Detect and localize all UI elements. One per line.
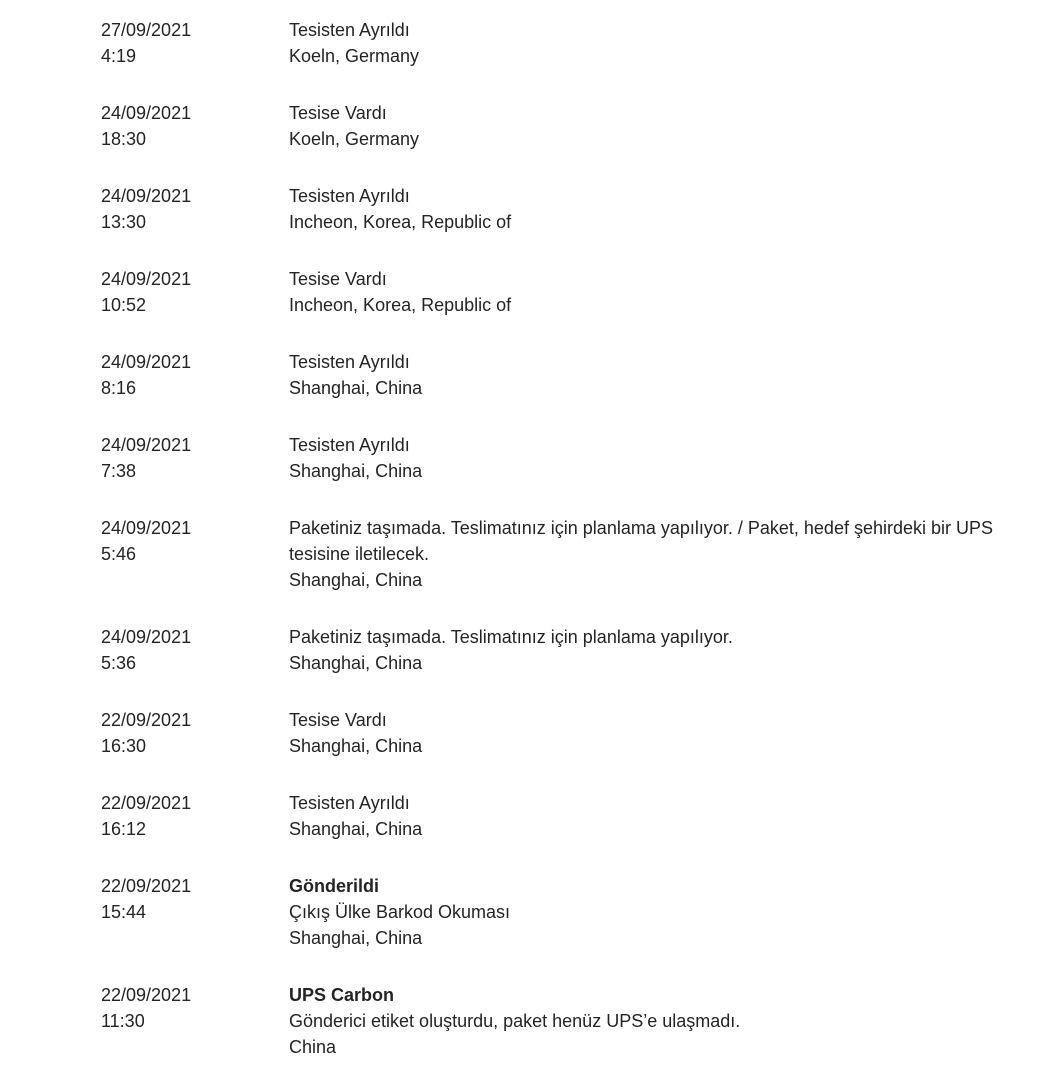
- event-time: 10:52: [101, 295, 147, 315]
- event-datetime: [0, 183, 289, 235]
- event-date: 24/09/2021: [101, 435, 192, 455]
- event-location: Shanghai, China: [289, 570, 423, 590]
- tracking-event-row: [0, 515, 1058, 593]
- event-details: [289, 790, 1058, 842]
- event-details: [289, 515, 1058, 593]
- event-status: Gönderildi: [289, 876, 379, 896]
- event-date: 24/09/2021: [101, 518, 192, 538]
- event-datetime: [0, 17, 289, 69]
- event-location: Incheon, Korea, Republic of: [289, 295, 512, 315]
- event-time: 4:19: [101, 46, 137, 66]
- event-datetime: [0, 266, 289, 318]
- event-location: China: [289, 1037, 337, 1057]
- event-datetime: [0, 432, 289, 484]
- tracking-event-row: [0, 790, 1058, 842]
- event-details: [289, 349, 1058, 401]
- event-datetime: [0, 982, 289, 1060]
- event-date: 24/09/2021: [101, 627, 192, 647]
- event-details: [289, 707, 1058, 759]
- tracking-event-row: [0, 432, 1058, 484]
- event-location: Shanghai, China: [289, 378, 423, 398]
- event-time: 11:30: [101, 1011, 145, 1031]
- event-time: 5:46: [101, 544, 137, 564]
- tracking-event-row: [0, 349, 1058, 401]
- event-description: Gönderici etiket oluşturdu, paket henüz UPS’e ulaşmadı.: [289, 1011, 741, 1031]
- event-datetime: [0, 349, 289, 401]
- event-date: 24/09/2021: [101, 186, 192, 206]
- event-datetime: [0, 873, 289, 951]
- tracking-event-row: [0, 982, 1058, 1060]
- event-location: Koeln, Germany: [289, 129, 420, 149]
- tracking-event-row: [0, 17, 1058, 69]
- event-location: Shanghai, China: [289, 653, 423, 673]
- event-location: Shanghai, China: [289, 819, 423, 839]
- event-location: Incheon, Korea, Republic of: [289, 212, 512, 232]
- event-date: 22/09/2021: [101, 876, 192, 896]
- event-description: Çıkış Ülke Barkod Okuması: [289, 902, 511, 922]
- tracking-event-row: [0, 707, 1058, 759]
- event-details: [289, 17, 1058, 69]
- event-date: 24/09/2021: [101, 352, 192, 372]
- event-status: Tesise Vardı: [289, 269, 387, 289]
- event-time: 13:30: [101, 212, 147, 232]
- event-status: Paketiniz taşımada. Teslimatınız için planlama yapılıyor. / Paket, hedef şehirdeki bir UPS tesisine iletilecek.: [289, 518, 994, 564]
- event-status: Tesisten Ayrıldı: [289, 793, 410, 813]
- event-location: Shanghai, China: [289, 736, 423, 756]
- event-time: 5:36: [101, 653, 137, 673]
- event-status: Tesisten Ayrıldı: [289, 186, 410, 206]
- tracking-event-row: [0, 100, 1058, 152]
- event-date: 24/09/2021: [101, 103, 192, 123]
- event-datetime: [0, 100, 289, 152]
- tracking-event-row: [0, 266, 1058, 318]
- event-status: Tesisten Ayrıldı: [289, 20, 410, 40]
- event-datetime: [0, 624, 289, 676]
- event-datetime: [0, 790, 289, 842]
- event-time: 16:30: [101, 736, 147, 756]
- event-time: 15:44: [101, 902, 147, 922]
- event-time: 18:30: [101, 129, 147, 149]
- event-date: 22/09/2021: [101, 793, 192, 813]
- event-details: [289, 982, 1058, 1060]
- event-details: [289, 100, 1058, 152]
- event-status: Paketiniz taşımada. Teslimatınız için planlama yapılıyor.: [289, 627, 733, 647]
- event-time: 8:16: [101, 378, 137, 398]
- event-date: 24/09/2021: [101, 269, 192, 289]
- event-location: Koeln, Germany: [289, 46, 420, 66]
- event-details: [289, 624, 1058, 676]
- event-date: 22/09/2021: [101, 985, 192, 1005]
- event-location: Shanghai, China: [289, 928, 423, 948]
- event-status: UPS Carbon: [289, 985, 395, 1005]
- event-date: 27/09/2021: [101, 20, 192, 40]
- event-status: Tesisten Ayrıldı: [289, 435, 410, 455]
- event-date: 22/09/2021: [101, 710, 192, 730]
- tracking-timeline: [0, 17, 1058, 1080]
- event-details: [289, 183, 1058, 235]
- event-time: 16:12: [101, 819, 147, 839]
- tracking-event-row: [0, 873, 1058, 951]
- tracking-event-row: [0, 183, 1058, 235]
- event-datetime: [0, 707, 289, 759]
- event-datetime: [0, 515, 289, 593]
- event-details: [289, 266, 1058, 318]
- event-details: [289, 432, 1058, 484]
- event-details: [289, 873, 1058, 951]
- event-status: Tesise Vardı: [289, 710, 387, 730]
- event-status: Tesisten Ayrıldı: [289, 352, 410, 372]
- event-location: Shanghai, China: [289, 461, 423, 481]
- event-time: 7:38: [101, 461, 137, 481]
- tracking-event-row: [0, 624, 1058, 676]
- event-status: Tesise Vardı: [289, 103, 387, 123]
